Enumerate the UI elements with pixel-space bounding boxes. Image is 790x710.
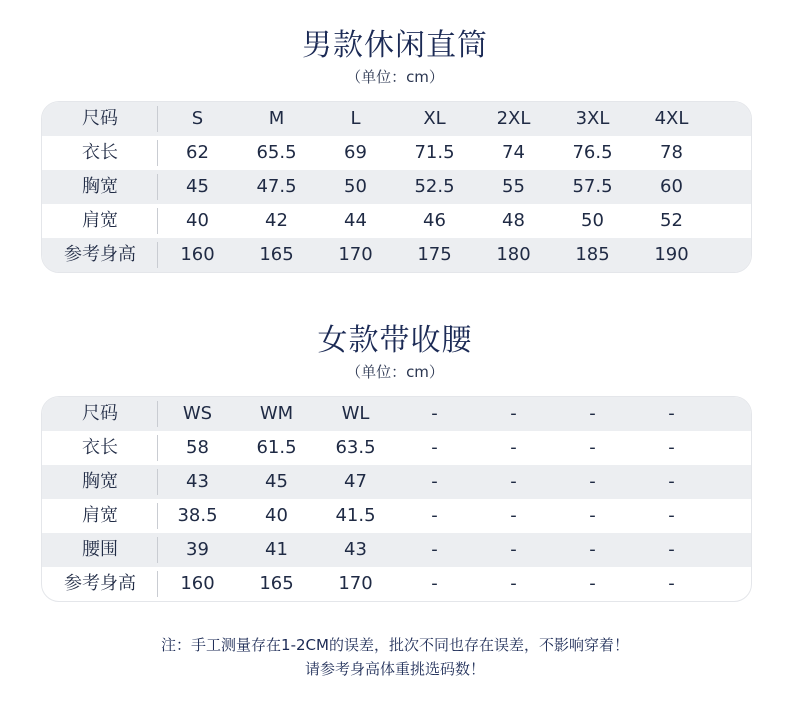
table-cell: 50: [581, 210, 604, 231]
table-cell: 47.5: [256, 176, 297, 197]
table-row: [42, 567, 751, 601]
women-table-title: 女款带收腰: [317, 323, 473, 358]
table-cell: -: [431, 573, 438, 594]
table-row: [42, 533, 751, 567]
size-header-cell: WS: [182, 403, 213, 424]
table-row: [42, 465, 751, 499]
table-cell: 44: [344, 210, 367, 231]
size-header-cell: WM: [259, 403, 294, 424]
table-cell: -: [510, 437, 517, 458]
row-label: 腰围: [42, 533, 158, 567]
table-row: [42, 238, 751, 272]
table-cell: 60: [660, 176, 683, 197]
table-row: [42, 170, 751, 204]
table-cell: -: [668, 573, 675, 594]
table-row: [42, 204, 751, 238]
table-cell: 170: [338, 244, 373, 265]
table-cell: 165: [259, 244, 294, 265]
table-row: [42, 136, 751, 170]
table-header-row: [42, 397, 751, 431]
row-label: 胸宽: [42, 170, 158, 204]
men-unit-label: （单位：cm）: [346, 68, 444, 86]
size-header-cell: 4XL: [654, 108, 689, 129]
table-cell: -: [431, 505, 438, 526]
table-cell: -: [668, 539, 675, 560]
row-label: 参考身高: [42, 238, 158, 272]
men-table-title: 男款休闲直筒: [302, 28, 488, 63]
size-header-cell: -: [589, 403, 596, 424]
table-cell: -: [589, 437, 596, 458]
table-cell: 47: [344, 471, 367, 492]
table-cell: -: [668, 505, 675, 526]
table-cell: -: [589, 573, 596, 594]
table-cell: 61.5: [256, 437, 297, 458]
table-cell: 45: [265, 471, 288, 492]
size-header-cell: 2XL: [496, 108, 531, 129]
table-cell: 170: [338, 573, 373, 594]
row-label: 参考身高: [42, 567, 158, 601]
table-cell: -: [668, 437, 675, 458]
table-cell: 62: [186, 142, 209, 163]
table-cell: 40: [265, 505, 288, 526]
table-cell: 180: [496, 244, 531, 265]
table-cell: 55: [502, 176, 525, 197]
size-header-cell: XL: [423, 108, 446, 129]
measurement-note: 注：手工测量存在1-2CM的误差，批次不同也存在误差，不影响穿着！: [161, 636, 629, 654]
table-cell: 52.5: [414, 176, 455, 197]
size-advice-note: 请参考身高体重挑选码数！: [304, 660, 485, 678]
table-row: [42, 431, 751, 465]
table-cell: 50: [344, 176, 367, 197]
table-cell: 38.5: [177, 505, 218, 526]
size-header-cell: L: [350, 108, 361, 129]
table-cell: 71.5: [414, 142, 455, 163]
table-cell: 42: [265, 210, 288, 231]
table-cell: 41.5: [335, 505, 376, 526]
table-cell: -: [589, 505, 596, 526]
table-cell: 58: [186, 437, 209, 458]
size-header-cell: M: [268, 108, 285, 129]
table-cell: 160: [180, 244, 215, 265]
table-cell: 76.5: [572, 142, 613, 163]
table-cell: 78: [660, 142, 683, 163]
row-label: 衣长: [42, 136, 158, 170]
table-cell: 190: [654, 244, 689, 265]
size-header-cell: 3XL: [575, 108, 610, 129]
women-unit-label: （单位：cm）: [346, 363, 444, 381]
table-header-row: [42, 102, 751, 136]
table-cell: 39: [186, 539, 209, 560]
size-header-cell: -: [510, 403, 517, 424]
table-cell: -: [431, 539, 438, 560]
table-cell: 165: [259, 573, 294, 594]
table-row: [42, 499, 751, 533]
size-header-cell: WL: [341, 403, 370, 424]
row-label: 尺码: [42, 102, 158, 136]
table-cell: 52: [660, 210, 683, 231]
table-cell: -: [510, 471, 517, 492]
table-cell: 175: [417, 244, 452, 265]
row-label: 肩宽: [42, 499, 158, 533]
table-cell: 46: [423, 210, 446, 231]
table-cell: 185: [575, 244, 610, 265]
table-cell: -: [589, 539, 596, 560]
table-cell: -: [668, 471, 675, 492]
size-header-cell: -: [431, 403, 438, 424]
men-size-table: [41, 101, 752, 273]
table-cell: 65.5: [256, 142, 297, 163]
table-cell: 40: [186, 210, 209, 231]
table-cell: 63.5: [335, 437, 376, 458]
size-header-cell: -: [668, 403, 675, 424]
table-cell: -: [510, 539, 517, 560]
table-cell: -: [510, 505, 517, 526]
row-label: 胸宽: [42, 465, 158, 499]
table-cell: -: [431, 437, 438, 458]
table-cell: 57.5: [572, 176, 613, 197]
size-header-cell: S: [191, 108, 204, 129]
table-cell: 48: [502, 210, 525, 231]
table-cell: 45: [186, 176, 209, 197]
row-label: 衣长: [42, 431, 158, 465]
table-cell: -: [589, 471, 596, 492]
women-size-table: [41, 396, 752, 602]
table-cell: 43: [186, 471, 209, 492]
table-cell: -: [431, 471, 438, 492]
table-cell: -: [510, 573, 517, 594]
table-cell: 74: [502, 142, 525, 163]
table-cell: 69: [344, 142, 367, 163]
row-label: 尺码: [42, 397, 158, 431]
table-cell: 160: [180, 573, 215, 594]
table-cell: 43: [344, 539, 367, 560]
table-cell: 41: [265, 539, 288, 560]
row-label: 肩宽: [42, 204, 158, 238]
